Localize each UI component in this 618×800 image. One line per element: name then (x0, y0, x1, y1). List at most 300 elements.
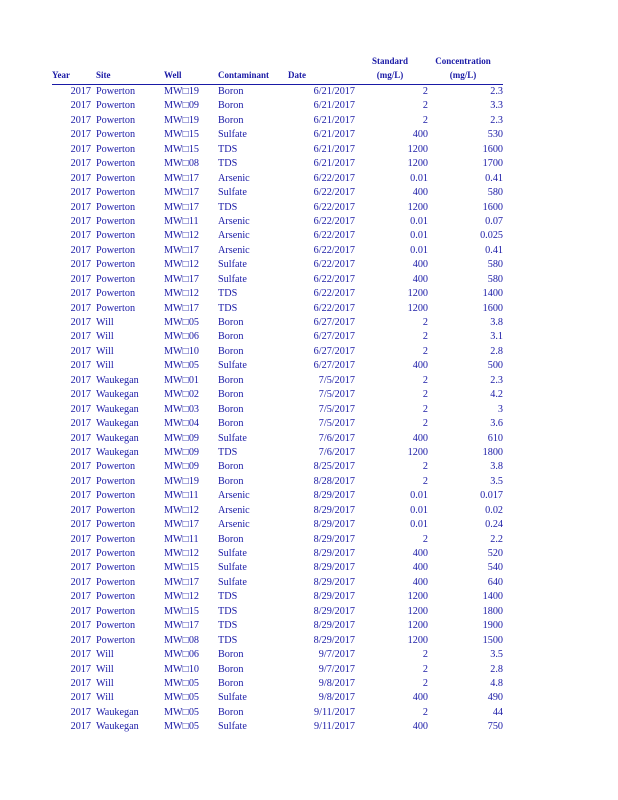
concentration-cell: 1800 (482, 446, 503, 458)
well-cell: MW□12 (164, 230, 200, 242)
standard-cell: 400 (412, 692, 428, 704)
date-cell: 6/27/2017 (313, 360, 355, 372)
concentration-cell: 1600 (482, 302, 503, 314)
table-row (0, 648, 618, 662)
date-cell: 6/21/2017 (313, 143, 355, 155)
year-cell: 2017 (70, 418, 91, 430)
concentration-cell: 2.8 (490, 663, 503, 675)
date-cell: 7/6/2017 (318, 446, 355, 458)
contaminant-cell: Boron (218, 86, 244, 97)
standard-cell: 1200 (407, 302, 428, 314)
table-row (0, 143, 618, 157)
site-cell: Powerton (96, 288, 136, 300)
concentration-cell: 0.017 (480, 490, 503, 502)
contaminant-cell: Arsenic (218, 172, 250, 184)
standard-cell: 400 (412, 360, 428, 372)
well-cell: MW□10 (164, 345, 200, 357)
col-header-date: Date (288, 70, 306, 80)
table-row (0, 172, 618, 186)
standard-cell: 0.01 (410, 230, 428, 242)
concentration-cell: 3.6 (490, 418, 503, 430)
contaminant-cell: Sulfate (218, 548, 247, 559)
concentration-cell: 2.2 (490, 533, 503, 545)
contaminant-cell: Boron (218, 317, 244, 328)
well-cell: MW□17 (164, 273, 200, 285)
date-cell: 9/11/2017 (314, 721, 355, 733)
table-row (0, 215, 618, 229)
col-header-concentration: Concentration (435, 56, 491, 66)
date-cell: 8/29/2017 (313, 591, 355, 603)
site-cell: Powerton (96, 201, 136, 213)
well-cell: MW□17 (164, 620, 200, 632)
well-cell: MW□17 (164, 519, 200, 531)
date-cell: 6/22/2017 (313, 259, 355, 271)
standard-cell: 0.01 (410, 490, 428, 502)
year-cell: 2017 (70, 143, 91, 155)
site-cell: Will (96, 649, 114, 661)
concentration-cell: 1400 (482, 591, 503, 603)
standard-cell: 400 (412, 576, 428, 588)
well-cell: MW□06 (164, 649, 200, 661)
standard-cell: 1200 (407, 143, 428, 155)
contaminant-cell: Sulfate (218, 187, 247, 199)
year-cell: 2017 (70, 548, 91, 559)
contaminant-cell: TDS (218, 158, 238, 170)
concentration-cell: 0.07 (485, 215, 503, 227)
year-cell: 2017 (70, 490, 91, 502)
date-cell: 8/29/2017 (313, 634, 355, 646)
year-cell: 2017 (70, 504, 91, 516)
standard-cell: 1200 (407, 288, 428, 300)
table-row (0, 634, 618, 648)
col-header-site: Site (96, 70, 111, 80)
table-row (0, 316, 618, 330)
well-cell: MW□17 (164, 172, 200, 184)
concentration-cell: 0.41 (485, 172, 503, 184)
concentration-cell: 2.8 (490, 345, 503, 357)
standard-cell: 1200 (407, 605, 428, 617)
table-row (0, 287, 618, 301)
site-cell: Powerton (96, 620, 136, 632)
table-row (0, 258, 618, 272)
concentration-cell: 2.3 (490, 374, 503, 386)
standard-cell: 0.01 (410, 519, 428, 531)
table-row (0, 518, 618, 532)
site-cell: Powerton (96, 273, 136, 285)
table-row (0, 273, 618, 287)
well-cell: MW□05 (164, 317, 200, 328)
site-cell: Waukegan (96, 389, 139, 401)
standard-cell: 2 (422, 86, 428, 97)
contaminant-cell: Sulfate (218, 576, 247, 588)
contaminant-cell: TDS (218, 446, 238, 458)
date-cell: 6/27/2017 (313, 345, 355, 357)
contaminant-cell: Sulfate (218, 360, 247, 372)
contaminant-cell: TDS (218, 302, 238, 314)
year-cell: 2017 (70, 302, 91, 314)
date-cell: 9/8/2017 (318, 692, 355, 704)
date-cell: 7/5/2017 (318, 403, 355, 415)
well-cell: MW□09 (164, 432, 200, 444)
table-row (0, 547, 618, 561)
standard-cell: 1200 (407, 620, 428, 632)
well-cell: MW□19 (164, 475, 200, 487)
concentration-cell: 1700 (482, 158, 503, 170)
standard-cell: 1200 (407, 201, 428, 213)
concentration-cell: 3.5 (490, 475, 503, 487)
site-cell: Powerton (96, 562, 136, 574)
well-cell: MW□05 (164, 677, 200, 689)
standard-cell: 2 (422, 100, 428, 112)
contaminant-cell: Sulfate (218, 562, 247, 574)
year-cell: 2017 (70, 620, 91, 632)
site-cell: Will (96, 317, 114, 328)
concentration-cell: 490 (487, 692, 503, 704)
well-cell: MW□08 (164, 158, 200, 170)
standard-cell: 400 (412, 129, 428, 141)
table-row (0, 576, 618, 590)
concentration-cell: 610 (487, 432, 503, 444)
date-cell: 6/22/2017 (313, 273, 355, 285)
well-cell: MW□03 (164, 403, 200, 415)
year-cell: 2017 (70, 389, 91, 401)
contaminant-cell: Boron (218, 100, 244, 112)
date-cell: 6/21/2017 (313, 86, 355, 97)
concentration-cell: 580 (487, 273, 503, 285)
date-cell: 8/28/2017 (313, 475, 355, 487)
date-cell: 7/5/2017 (318, 418, 355, 430)
contaminant-cell: Boron (218, 389, 244, 401)
site-cell: Will (96, 360, 114, 372)
concentration-cell: 540 (487, 562, 503, 574)
contaminant-cell: Sulfate (218, 432, 247, 444)
site-cell: Powerton (96, 504, 136, 516)
date-cell: 6/21/2017 (313, 100, 355, 112)
standard-cell: 2 (422, 317, 428, 328)
col-header-well: Well (164, 70, 182, 80)
site-cell: Powerton (96, 187, 136, 199)
date-cell: 6/27/2017 (313, 317, 355, 328)
contaminant-cell: TDS (218, 634, 238, 646)
year-cell: 2017 (70, 158, 91, 170)
contaminant-cell: TDS (218, 201, 238, 213)
site-cell: Waukegan (96, 374, 139, 386)
concentration-cell: 1800 (482, 605, 503, 617)
site-cell: Powerton (96, 302, 136, 314)
table-row (0, 504, 618, 518)
date-cell: 8/29/2017 (313, 605, 355, 617)
year-cell: 2017 (70, 317, 91, 328)
year-cell: 2017 (70, 374, 91, 386)
well-cell: MW□08 (164, 634, 200, 646)
concentration-cell: 3.8 (490, 461, 503, 473)
site-cell: Powerton (96, 490, 136, 502)
site-cell: Powerton (96, 215, 136, 227)
standard-cell: 2 (422, 331, 428, 343)
concentration-cell: 1600 (482, 201, 503, 213)
contaminant-cell: Boron (218, 418, 244, 430)
year-cell: 2017 (70, 475, 91, 487)
well-cell: MW□04 (164, 418, 200, 430)
standard-cell: 1200 (407, 446, 428, 458)
table-row (0, 128, 618, 142)
concentration-cell: 580 (487, 259, 503, 271)
table-row (0, 388, 618, 402)
concentration-cell: 1600 (482, 143, 503, 155)
site-cell: Powerton (96, 461, 136, 473)
site-cell: Powerton (96, 143, 136, 155)
table-row (0, 229, 618, 243)
contaminant-cell: Sulfate (218, 692, 247, 704)
well-cell: MW□12 (164, 504, 200, 516)
date-cell: 8/25/2017 (313, 461, 355, 473)
table-row (0, 460, 618, 474)
contaminant-cell: TDS (218, 143, 238, 155)
year-cell: 2017 (70, 706, 91, 718)
concentration-cell: 0.41 (485, 244, 503, 256)
well-cell: MW□15 (164, 605, 200, 617)
standard-cell: 2 (422, 706, 428, 718)
well-cell: MW□12 (164, 548, 200, 559)
contaminant-cell: Boron (218, 331, 244, 343)
year-cell: 2017 (70, 201, 91, 213)
contaminant-cell: Sulfate (218, 129, 247, 141)
date-cell: 6/21/2017 (313, 114, 355, 126)
year-cell: 2017 (70, 677, 91, 689)
table-body (0, 85, 618, 735)
well-cell: MW□05 (164, 721, 200, 733)
well-cell: MW□11 (164, 533, 199, 545)
table-row (0, 403, 618, 417)
concentration-cell: 520 (487, 548, 503, 559)
year-cell: 2017 (70, 692, 91, 704)
well-cell: MW□05 (164, 706, 200, 718)
well-cell: MW□11 (164, 215, 199, 227)
contaminant-cell: Sulfate (218, 721, 247, 733)
table-row (0, 99, 618, 113)
standard-cell: 2 (422, 114, 428, 126)
date-cell: 7/5/2017 (318, 374, 355, 386)
contaminant-cell: TDS (218, 620, 238, 632)
date-cell: 6/22/2017 (313, 288, 355, 300)
year-cell: 2017 (70, 432, 91, 444)
site-cell: Waukegan (96, 446, 139, 458)
well-cell: MW□12 (164, 259, 200, 271)
concentration-cell: 2.3 (490, 114, 503, 126)
date-cell: 9/11/2017 (314, 706, 355, 718)
site-cell: Waukegan (96, 403, 139, 415)
year-cell: 2017 (70, 114, 91, 126)
concentration-cell: 0.025 (480, 230, 503, 242)
standard-cell: 2 (422, 649, 428, 661)
site-cell: Powerton (96, 591, 136, 603)
year-cell: 2017 (70, 86, 91, 97)
year-cell: 2017 (70, 591, 91, 603)
site-cell: Powerton (96, 114, 136, 126)
table-row (0, 85, 618, 99)
site-cell: Powerton (96, 244, 136, 256)
site-cell: Powerton (96, 475, 136, 487)
standard-cell: 2 (422, 533, 428, 545)
site-cell: Waukegan (96, 706, 139, 718)
date-cell: 6/22/2017 (313, 302, 355, 314)
standard-cell: 2 (422, 461, 428, 473)
contaminant-cell: Boron (218, 706, 244, 718)
table-row (0, 330, 618, 344)
contaminant-cell: Arsenic (218, 230, 250, 242)
standard-cell: 2 (422, 389, 428, 401)
site-cell: Powerton (96, 129, 136, 141)
site-cell: Powerton (96, 519, 136, 531)
concentration-cell: 2.3 (490, 86, 503, 97)
well-cell: MW□02 (164, 389, 200, 401)
table-row (0, 720, 618, 734)
year-cell: 2017 (70, 100, 91, 112)
concentration-cell: 1500 (482, 634, 503, 646)
year-cell: 2017 (70, 461, 91, 473)
site-cell: Powerton (96, 230, 136, 242)
concentration-cell: 3 (497, 403, 503, 415)
contaminant-cell: Boron (218, 374, 244, 386)
date-cell: 7/6/2017 (318, 432, 355, 444)
well-cell: MW□17 (164, 576, 200, 588)
well-cell: MW□09 (164, 446, 200, 458)
contaminant-cell: TDS (218, 605, 238, 617)
site-cell: Will (96, 331, 114, 343)
standard-cell: 400 (412, 273, 428, 285)
concentration-cell: 4.8 (490, 677, 503, 689)
date-cell: 6/22/2017 (313, 244, 355, 256)
concentration-cell: 3.3 (490, 100, 503, 112)
year-cell: 2017 (70, 605, 91, 617)
contaminant-cell: Arsenic (218, 504, 250, 516)
date-cell: 6/22/2017 (313, 230, 355, 242)
table-row (0, 706, 618, 720)
site-cell: Waukegan (96, 721, 139, 733)
year-cell: 2017 (70, 446, 91, 458)
date-cell: 8/29/2017 (313, 519, 355, 531)
contaminant-cell: Arsenic (218, 244, 250, 256)
well-cell: MW□09 (164, 100, 200, 112)
year-cell: 2017 (70, 663, 91, 675)
well-cell: MW□11 (164, 490, 199, 502)
standard-cell: 2 (422, 403, 428, 415)
date-cell: 8/29/2017 (313, 504, 355, 516)
table-row (0, 157, 618, 171)
well-cell: MW□17 (164, 201, 200, 213)
year-cell: 2017 (70, 129, 91, 141)
concentration-cell: 3.5 (490, 649, 503, 661)
year-cell: 2017 (70, 533, 91, 545)
standard-cell: 0.01 (410, 172, 428, 184)
table-row (0, 114, 618, 128)
table-row (0, 201, 618, 215)
year-cell: 2017 (70, 187, 91, 199)
table-row (0, 590, 618, 604)
col-header-standard-unit: (mg/L) (376, 70, 404, 80)
standard-cell: 400 (412, 259, 428, 271)
site-cell: Powerton (96, 172, 136, 184)
site-cell: Powerton (96, 158, 136, 170)
table-row (0, 619, 618, 633)
concentration-cell: 3.1 (490, 331, 503, 343)
year-cell: 2017 (70, 562, 91, 574)
date-cell: 7/5/2017 (318, 389, 355, 401)
contaminant-cell: Sulfate (218, 259, 247, 271)
well-cell: MW□01 (164, 374, 200, 386)
well-cell: MW□17 (164, 244, 200, 256)
date-cell: 6/22/2017 (313, 187, 355, 199)
contaminant-cell: Arsenic (218, 519, 250, 531)
well-cell: MW□19 (164, 86, 200, 97)
well-cell: MW□19 (164, 114, 200, 126)
contaminant-cell: Boron (218, 663, 244, 675)
contaminant-cell: Boron (218, 649, 244, 661)
site-cell: Powerton (96, 548, 136, 559)
standard-cell: 0.01 (410, 244, 428, 256)
col-header-concentration-unit: (mg/L) (449, 70, 477, 80)
contaminant-cell: TDS (218, 288, 238, 300)
contaminant-cell: Arsenic (218, 490, 250, 502)
table-row (0, 677, 618, 691)
concentration-cell: 0.02 (485, 504, 503, 516)
site-cell: Powerton (96, 576, 136, 588)
year-cell: 2017 (70, 230, 91, 242)
concentration-cell: 3.8 (490, 317, 503, 328)
standard-cell: 1200 (407, 634, 428, 646)
concentration-cell: 640 (487, 576, 503, 588)
well-cell: MW□15 (164, 562, 200, 574)
site-cell: Powerton (96, 533, 136, 545)
year-cell: 2017 (70, 331, 91, 343)
contaminant-cell: Boron (218, 461, 244, 473)
concentration-cell: 0.24 (485, 519, 503, 531)
table-row (0, 359, 618, 373)
concentration-cell: 500 (487, 360, 503, 372)
date-cell: 8/29/2017 (313, 576, 355, 588)
standard-cell: 0.01 (410, 504, 428, 516)
concentration-cell: 4.2 (490, 389, 503, 401)
year-cell: 2017 (70, 172, 91, 184)
well-cell: MW□15 (164, 143, 200, 155)
site-cell: Will (96, 692, 114, 704)
standard-cell: 2 (422, 345, 428, 357)
date-cell: 6/21/2017 (313, 129, 355, 141)
table-row (0, 475, 618, 489)
date-cell: 6/22/2017 (313, 215, 355, 227)
year-cell: 2017 (70, 345, 91, 357)
year-cell: 2017 (70, 634, 91, 646)
contaminant-cell: TDS (218, 591, 238, 603)
date-cell: 8/29/2017 (313, 490, 355, 502)
site-cell: Powerton (96, 86, 136, 97)
standard-cell: 2 (422, 374, 428, 386)
year-cell: 2017 (70, 288, 91, 300)
table-row (0, 605, 618, 619)
well-cell: MW□06 (164, 331, 200, 343)
well-cell: MW□09 (164, 461, 200, 473)
table-row (0, 691, 618, 705)
table-row (0, 374, 618, 388)
date-cell: 6/27/2017 (313, 331, 355, 343)
contaminant-cell: Sulfate (218, 273, 247, 285)
date-cell: 9/7/2017 (318, 663, 355, 675)
standard-cell: 2 (422, 475, 428, 487)
date-cell: 9/7/2017 (318, 649, 355, 661)
standard-cell: 400 (412, 721, 428, 733)
table-row (0, 533, 618, 547)
well-cell: MW□12 (164, 591, 200, 603)
